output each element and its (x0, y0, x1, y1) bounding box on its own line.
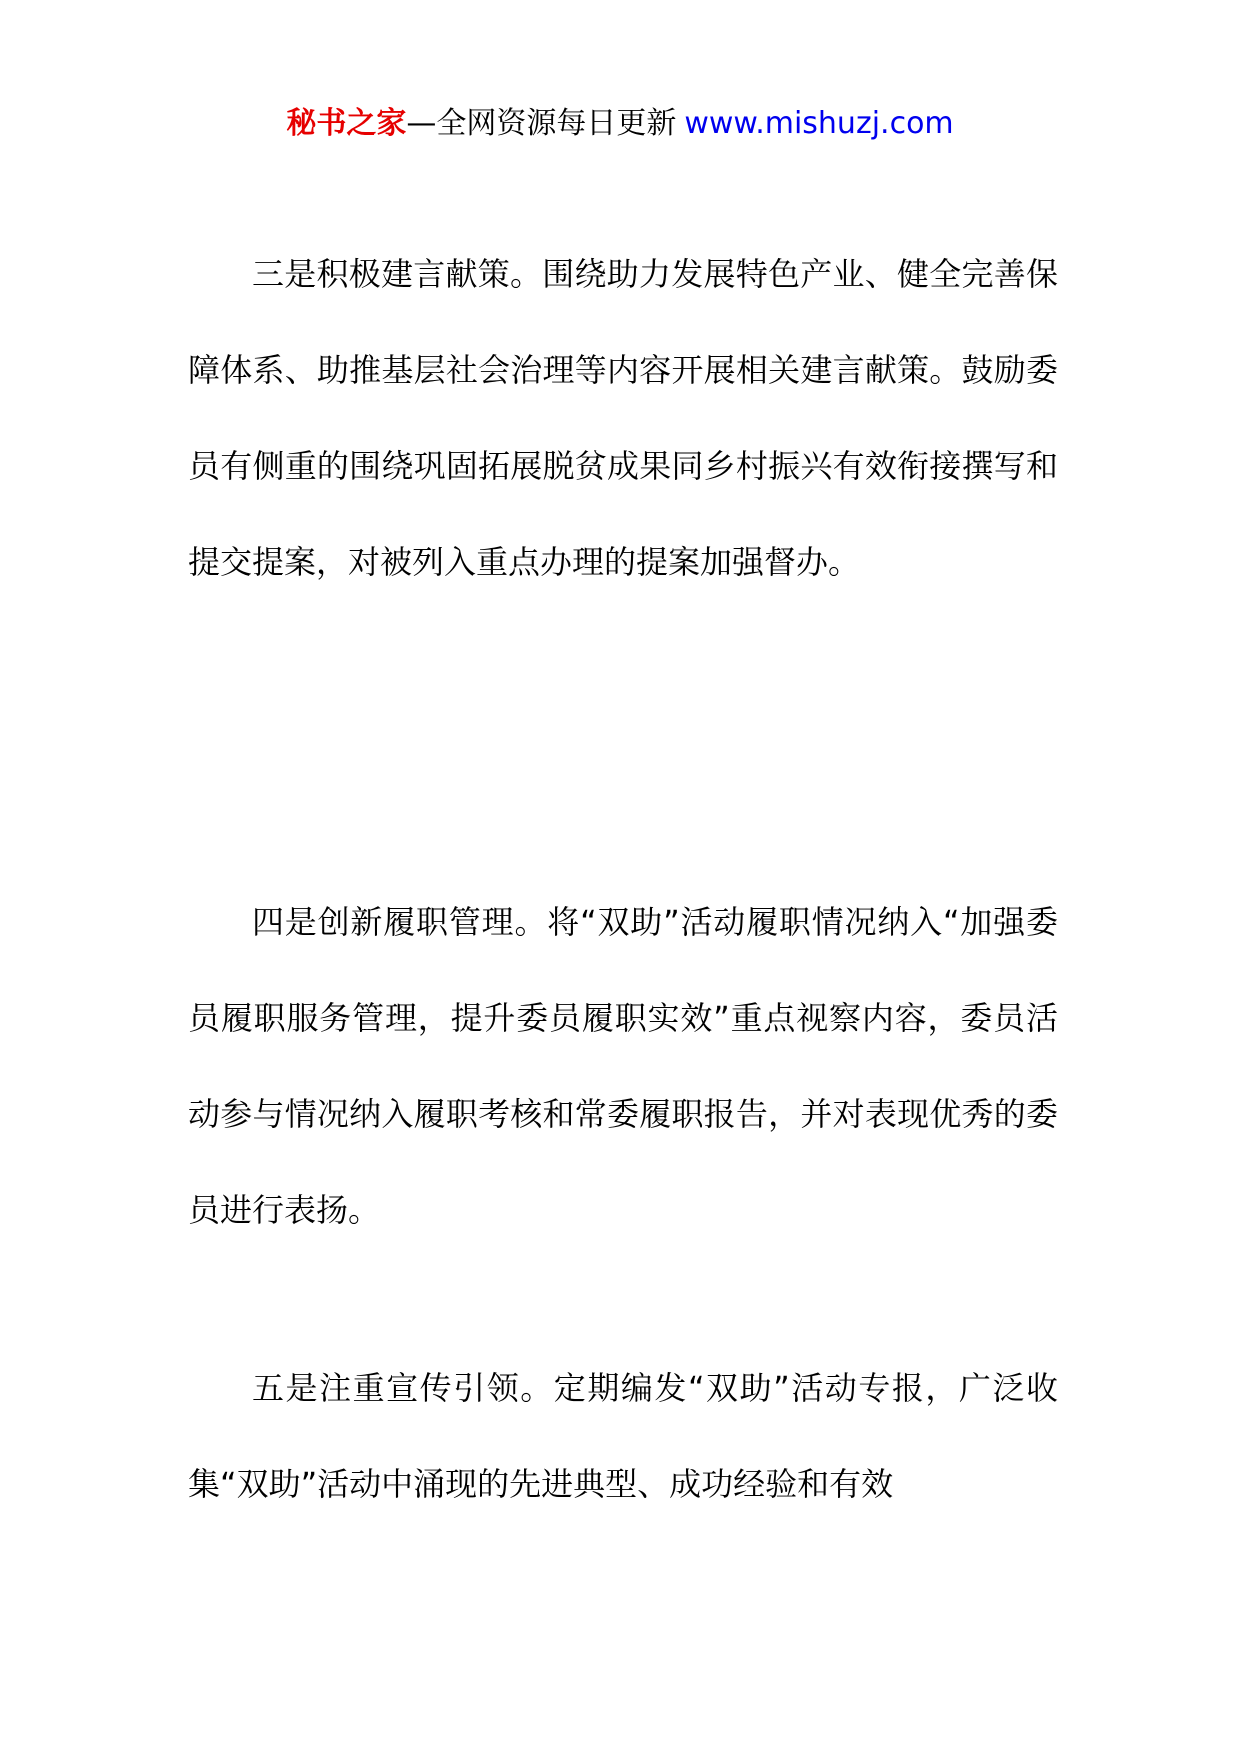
header-slogan: —全网资源每日更新 (406, 106, 677, 141)
paragraph-three: 三是积极建言献策。围绕助力发展特色产业、健全完善保障体系、助推基层社会治理等内容开展相关建言献策。鼓励委员有侧重的围绕巩固拓展脱贫成果同乡村振兴有效衔接撰写和提交提案，对被列入重点办理的提案加强督办。 (188, 255, 1058, 581)
site-url-link[interactable]: www.mishuzj.com (684, 106, 954, 141)
page-header (0, 104, 1240, 144)
brand-name: 秘书之家 (286, 106, 407, 141)
paragraph-five: 五是注重宣传引领。定期编发“双助”活动专报，广泛收集“双助”活动中涌现的先进典型、成功经验和有效 (188, 1369, 1058, 1503)
paragraph-four: 四是创新履职管理。将“双助”活动履职情况纳入“加强委员履职服务管理，提升委员履职实效”重点视察内容，委员活动参与情况纳入履职考核和常委履职报告，并对表现优秀的委员进行表扬。 (188, 903, 1058, 1229)
